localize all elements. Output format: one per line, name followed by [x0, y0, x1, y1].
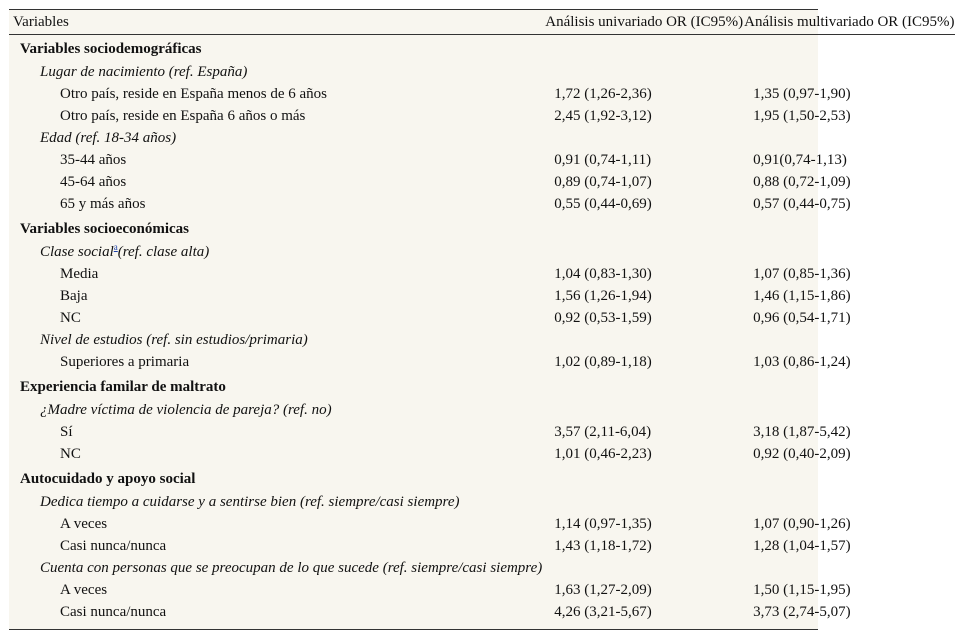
univariate-value: 0,91 (0,74-1,11): [554, 152, 652, 168]
row-label: Media: [60, 266, 99, 282]
table-header-row: [9, 10, 955, 35]
row-label: 35-44 años: [60, 152, 127, 168]
multivariate-value: 3,18 (1,87-5,42): [753, 424, 851, 440]
section-title: Autocuidado y apoyo social: [20, 470, 196, 487]
empty-cell: [743, 127, 954, 149]
results-table-container: [9, 9, 955, 630]
univariate-value: 2,45 (1,92-3,12): [554, 108, 652, 124]
row-label: A veces: [60, 582, 108, 598]
group-title: Cuenta con personas que se preocupan de lo que sucede (ref. siempre/casi siempre): [40, 560, 543, 576]
univariate-value: 1,56 (1,26-1,94): [554, 288, 652, 304]
group-title: Clase social: [40, 244, 114, 260]
empty-cell: [743, 241, 954, 263]
section-row: [9, 215, 955, 241]
row-label: Superiores a primaria: [60, 354, 190, 370]
table-row: [9, 149, 955, 171]
multivariate-value: 1,50 (1,15-1,95): [753, 582, 851, 598]
multivariate-value: 1,03 (0,86-1,24): [753, 354, 851, 370]
empty-cell: [542, 215, 743, 241]
section-title: Experiencia familar de maltrato: [20, 378, 226, 395]
empty-cell: [542, 241, 743, 263]
multivariate-value: 0,91(0,74-1,13): [753, 152, 847, 168]
table-row: [9, 579, 955, 601]
group-title-cell: [9, 557, 542, 579]
section-title: Variables socioeconómicas: [20, 220, 190, 237]
table-row: [9, 105, 955, 127]
multivariate-value: 1,35 (0,97-1,90): [753, 86, 851, 102]
univariate-value: 1,04 (0,83-1,30): [554, 266, 652, 282]
empty-cell: [743, 35, 954, 62]
group-title-cell: [9, 61, 542, 83]
group-title-cell: [9, 491, 542, 513]
group-title: Edad (ref. 18-34 años): [40, 130, 177, 146]
table-row: [9, 307, 955, 329]
multivariate-value: 3,73 (2,74-5,07): [753, 604, 851, 620]
table-body: [9, 35, 955, 624]
empty-cell: [743, 399, 954, 421]
empty-cell: [743, 329, 954, 351]
empty-cell: [743, 557, 954, 579]
empty-cell: [743, 373, 954, 399]
group-title: Nivel de estudios (ref. sin estudios/primaria): [40, 332, 308, 348]
empty-cell: [743, 61, 954, 83]
row-label: Baja: [60, 288, 88, 304]
multivariate-value: 1,07 (0,85-1,36): [753, 266, 851, 282]
multivariate-value: 1,28 (1,04-1,57): [753, 538, 851, 554]
empty-cell: [743, 215, 954, 241]
univariate-value: 1,14 (0,97-1,35): [554, 516, 652, 532]
multivariate-value: 0,92 (0,40-2,09): [753, 446, 851, 462]
row-label: Casi nunca/nunca: [60, 538, 167, 554]
empty-cell: [542, 61, 743, 83]
group-title: ¿Madre víctima de violencia de pareja? (ref. no): [40, 402, 332, 418]
header-multivariate: Análisis multivariado OR (IC95%): [743, 10, 954, 35]
row-label: 45-64 años: [60, 174, 127, 190]
row-label: A veces: [60, 516, 108, 532]
univariate-value: 1,43 (1,18-1,72): [554, 538, 652, 554]
group-title-suffix: (ref. clase alta): [117, 244, 210, 260]
multivariate-value: 0,57 (0,44-0,75): [753, 196, 851, 212]
univariate-value: 1,02 (0,89-1,18): [554, 354, 652, 370]
empty-cell: [542, 491, 743, 513]
group-row: [9, 399, 955, 421]
table-row: [9, 601, 955, 623]
univariate-value: 4,26 (3,21-5,67): [554, 604, 652, 620]
row-label: NC: [60, 310, 81, 326]
group-row: [9, 127, 955, 149]
table-row: [9, 513, 955, 535]
table-row: [9, 535, 955, 557]
section-row: [9, 465, 955, 491]
univariate-value: 3,57 (2,11-6,04): [554, 424, 652, 440]
section-row: [9, 35, 955, 62]
group-row: [9, 491, 955, 513]
multivariate-value: 1,95 (1,50-2,53): [753, 108, 851, 124]
multivariate-value: 0,88 (0,72-1,09): [753, 174, 851, 190]
multivariate-value: 1,07 (0,90-1,26): [753, 516, 851, 532]
empty-cell: [542, 557, 743, 579]
multivariate-value: 0,96 (0,54-1,71): [753, 310, 851, 326]
group-title-cell: [9, 127, 542, 149]
table-row: [9, 443, 955, 465]
table-row: [9, 193, 955, 215]
group-row: [9, 61, 955, 83]
section-title: Variables sociodemográficas: [20, 40, 202, 57]
header-variables: Variables: [9, 10, 542, 35]
univariate-value: 0,55 (0,44-0,69): [554, 196, 652, 212]
row-label: Casi nunca/nunca: [60, 604, 167, 620]
odds-ratio-table: [9, 10, 955, 623]
empty-cell: [743, 491, 954, 513]
empty-cell: [542, 373, 743, 399]
empty-cell: [542, 329, 743, 351]
table-row: [9, 83, 955, 105]
univariate-value: 1,72 (1,26-2,36): [554, 86, 652, 102]
row-label: NC: [60, 446, 81, 462]
table-row: [9, 263, 955, 285]
group-row: [9, 241, 955, 263]
empty-cell: [542, 399, 743, 421]
univariate-value: 1,63 (1,27-2,09): [554, 582, 652, 598]
section-row: [9, 373, 955, 399]
empty-cell: [542, 35, 743, 62]
footnote-link[interactable]: a: [113, 242, 118, 252]
empty-cell: [542, 127, 743, 149]
group-title: Dedica tiempo a cuidarse y a sentirse bien (ref. siempre/casi siempre): [40, 494, 460, 510]
group-title-cell: [9, 399, 542, 421]
multivariate-value: 1,46 (1,15-1,86): [753, 288, 851, 304]
empty-cell: [542, 465, 743, 491]
empty-cell: [743, 465, 954, 491]
group-row: [9, 557, 955, 579]
table-row: [9, 421, 955, 443]
group-row: [9, 329, 955, 351]
group-title-cell: [9, 329, 542, 351]
row-label: 65 y más años: [60, 196, 146, 212]
row-label: Otro país, reside en España 6 años o más: [60, 108, 306, 124]
table-row: [9, 285, 955, 307]
table-row: [9, 351, 955, 373]
univariate-value: 1,01 (0,46-2,23): [554, 446, 652, 462]
header-univariate: Análisis univariado OR (IC95%): [542, 10, 743, 35]
table-row: [9, 171, 955, 193]
univariate-value: 0,89 (0,74-1,07): [554, 174, 652, 190]
univariate-value: 0,92 (0,53-1,59): [554, 310, 652, 326]
group-title: Lugar de nacimiento (ref. España): [40, 64, 248, 80]
row-label: Otro país, reside en España menos de 6 años: [60, 86, 328, 102]
group-title-cell: [9, 241, 542, 263]
row-label: Sí: [60, 424, 73, 440]
